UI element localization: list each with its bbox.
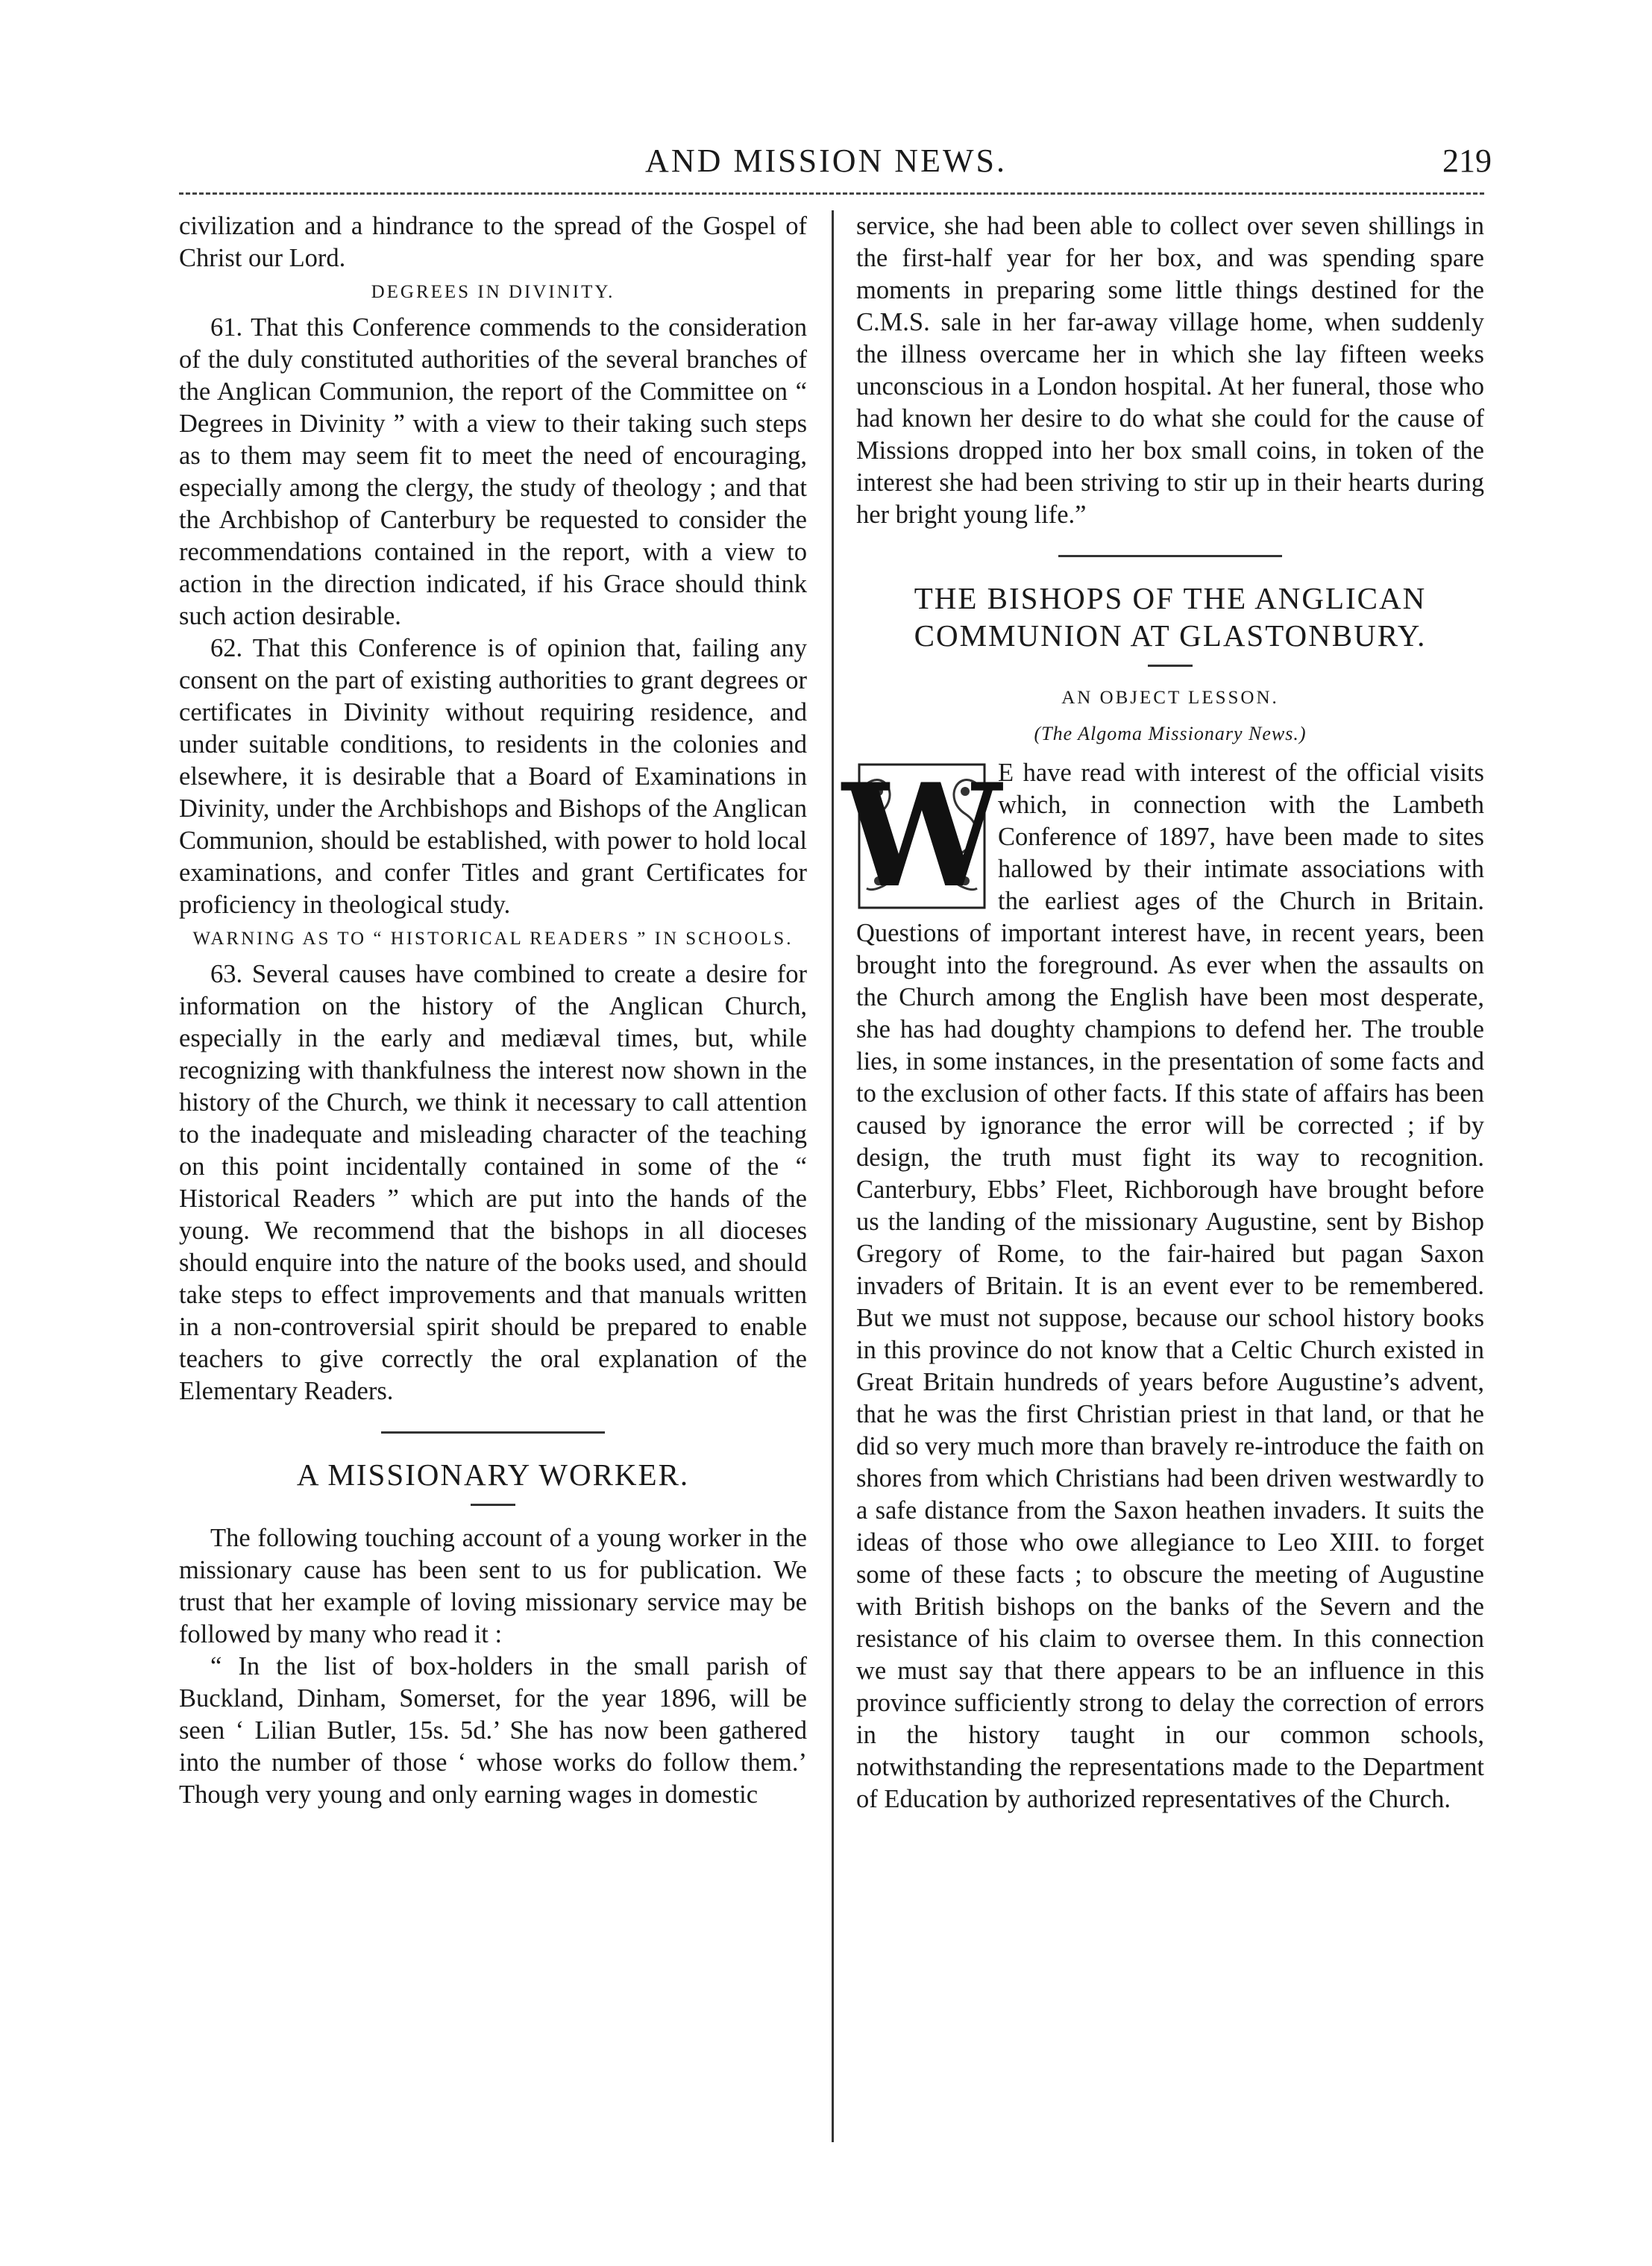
left-column — [179, 210, 807, 1811]
source-credit: (The Algoma Missionary News.) — [1034, 723, 1307, 744]
right-column — [842, 210, 1484, 1815]
article-body — [842, 753, 1484, 1815]
intro-paragraph: The following touching account of a young worker in the missionary cause has been sent to us for publication. We trust that her example of loving missionary service may be followed by many who read it : — [179, 1524, 807, 1648]
resolution-61: 61. That this Conference commends to the consideration of the duly constituted authorities of the several branches of the Anglican Communion, the report of the Committee on “ Degrees in Divinity ” with a view to their taking such steps as to them may seem fit to meet the need of encouraging, especially among the clergy, the study of theology ; and that the Archbishop of Canterbury be requested to consider the recommendations contained in the report, with a view to action in the direction indicated, if his Grace should think such action desirable. — [179, 313, 807, 630]
paragraph-continued: civilization and a hindrance to the spread of the Gospel of Christ our Lord. — [179, 212, 807, 272]
initial-letter: W — [842, 753, 1002, 919]
subhead-object-lesson: AN OBJECT LESSON. — [1061, 688, 1279, 708]
running-title: AND MISSION NEWS. — [645, 142, 1007, 179]
title-rule — [471, 1504, 515, 1506]
section-title-bishops-glastonbury: THE BISHOPS OF THE ANGLICAN COMMUNION AT GLASTONBURY. — [914, 581, 1427, 653]
resolution-62: 62. That this Conference is of opinion that, failing any consent on the part of existing authorities to grant degrees or certificates in Divinity without requiring residence, and under suitable conditions, to residents in the colonies and elsewhere, it is desirable that a Board of Examinations in Divinity, under the Archbishops and Bishops of the Anglican Communion, should be established, with power to hold local examinations, and confer Titles and grant Certificates for proficiency in theological study. — [179, 634, 807, 919]
subhead-historical-readers: WARNING AS TO “ HISTORICAL READERS ” IN SCHOOLS. — [192, 929, 794, 949]
section-divider — [1058, 555, 1282, 557]
account-continued: service, she had been able to collect over seven shillings in the first-half year for her box, and was spending spare moments in preparing some little things destined for the C.M.S. sale in her far-away village home, when suddenly the illness overcame her in which she lay fifteen weeks unconscious in a London hospital. At her funeral, those who had known her desire to do what she could for the cause of Missions dropped into her box small coins, in token of the interest she had been striving to stir up in their hearts during her bright young life.” — [856, 212, 1484, 529]
subhead-degrees-in-divinity: DEGREES IN DIVINITY. — [371, 282, 615, 302]
header-rule — [179, 192, 1484, 195]
page-number: 219 — [1442, 142, 1492, 179]
resolution-63: 63. Several causes have combined to create a desire for information on the history of the Anglican Church, especially in the early and mediæval times, but, while recognizing with thankfulness the interest now shown in the history of the Church, we think it necessary to call attention to the inadequate and misleading character of the teaching on this point incidentally contained in some of the “ Historical Readers ” which are put into the hands of the young. We recommend that the bishops in all dioceses should enquire into the nature of the books used, and should take steps to effect improvements and that manuals written in a non-controversial spirit should be prepared to enable teachers to give correctly the oral explanation of the Elementary Readers. — [179, 960, 807, 1405]
running-head — [0, 142, 1652, 186]
article-paragraph: E have read with interest of the official visits which, in connection with the Lambeth Conference of 1897, have been made to sites hallowed by their intimate associations with the earliest ages of the Church in Britain. Questions of important interest have, in recent years, been brought into the foreground. As ever when the assaults on the Church among the English have been most desperate, she has had doughty champions to defend her. The trouble lies, in some instances, in the presentation of some facts and to the exclusion of other facts. If this state of affairs has been caused by ignorance the error will be corrected ; if by design, the truth must fight its way to recognition. Canterbury, Ebbs’ Fleet, Richborough have brought before us the landing of the missionary Augustine, sent by Bishop Gregory of Rome, to the fair-haired but pagan Saxon invaders of Britain. It is an event ever to be remembered. But we must not suppose, because our school history books in this province do not know that a Celtic Church existed in Great Britain hundreds of years before Augustine’s advent, that he was the first Christian priest in that land, or that he did so very much more than bravely re-introduce the faith on shores from which Christians had been driven westwardly to a safe distance from the Saxon heathen invaders. It suits the ideas of those who owe allegiance to Leo XIII. to forget some of these facts ; to obscure the meeting of Augustine with British bishops on the banks of the Severn and the resistance of his claim to oversee them. In this connection we must say that there appears to be an influence in this province sufficiently strong to delay the correction of errors in the history taught in our common schools, notwithstanding the representations made to the Department of Education by authorized representatives of the Church. — [856, 759, 1484, 1813]
section-title-missionary-worker: A MISSIONARY WORKER. — [296, 1457, 690, 1492]
column-divider — [832, 210, 834, 2142]
ornamental-initial — [842, 753, 1002, 919]
title-rule — [1148, 665, 1193, 667]
section-divider — [381, 1431, 605, 1434]
quoted-account: “ In the list of box-holders in the small parish of Buckland, Dinham, Somerset, for the year 1896, will be seen ‘ Lilian Butler, 15s. 5d.’ She has now been gathered into the number of those ‘ whose works do follow them.’ Though very young and only earning wages in domestic — [179, 1652, 807, 1809]
